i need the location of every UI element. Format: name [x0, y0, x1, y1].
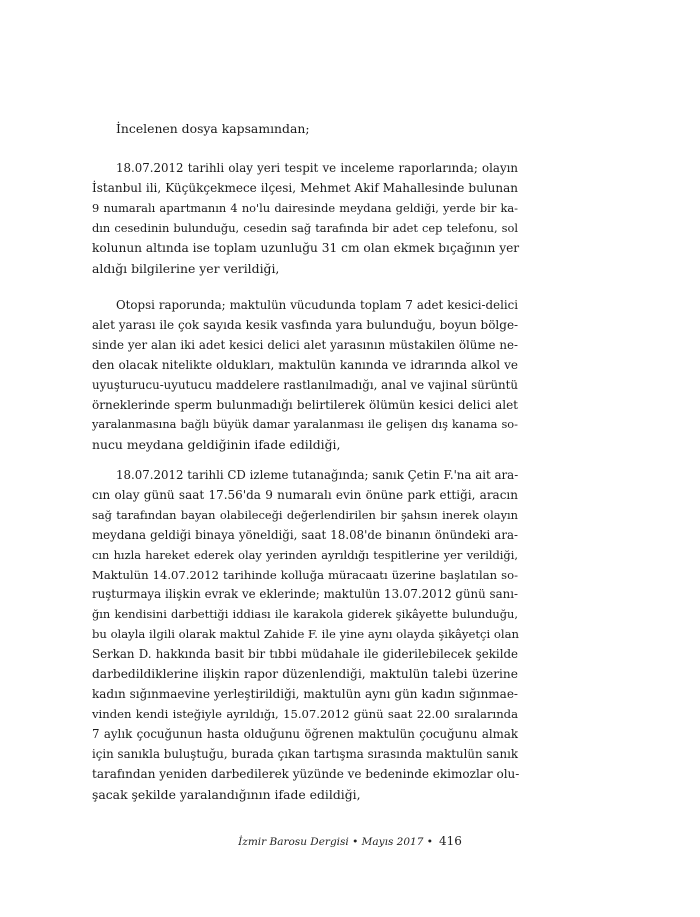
- paragraph-line: kolunun altında ise toplam uzunluğu 31 cm olan ekmek bıçağının yer: [92, 240, 520, 255]
- paragraph-line: ğın kendisini darbettiği iddiası ile karakola giderek şikâyette bulunduğu,: [92, 607, 518, 622]
- paragraph-line: tarafından yeniden darbedilerek yüzünde ve bedeninde ekimozlar olu-: [92, 766, 520, 781]
- paragraph-autopsy-report: [92, 296, 518, 455]
- paragraph-line: 7 aylık çocuğunun hasta olduğunu öğrenen maktulün çocuğunu almak: [92, 726, 518, 741]
- paragraph-line: ruşturmaya ilişkin evrak ve eklerinde; maktulün 13.07.2012 günü sanı-: [92, 587, 518, 602]
- paragraph-line: cın hızla hareket ederek olay yerinden ayrıldığı tespitlerine yer verildiği,: [92, 547, 518, 562]
- paragraph-line: için sanıkla buluştuğu, burada çıkan tartışma sırasında maktulün sanık: [92, 746, 518, 761]
- paragraph-line: darbedildiklerine ilişkin rapor düzenlendiği, maktulün talebi üzerine: [92, 667, 518, 682]
- paragraph-line: örneklerinde sperm bulunmadığı belirtilerek ölümün kesici delici alet: [92, 397, 518, 412]
- paragraph-line: Maktulün 14.07.2012 tarihinde kolluğa müracaatı üzerine başlatılan so-: [92, 567, 518, 582]
- page-footer: [0, 834, 700, 848]
- paragraph-line: kadın sığınmaevine yerleştirildiği, maktulün aynı gün kadın sığınmae-: [92, 686, 518, 701]
- paragraph-line: şacak şekilde yaralandığının ifade edildiği,: [92, 786, 361, 802]
- paragraph-line: vinden kendi isteğiyle ayrıldığı, 15.07.2012 günü saat 22.00 sıralarında: [92, 706, 518, 721]
- paragraph-line: cın olay günü saat 17.56'da 9 numaralı evin önüne park ettiği, aracın: [92, 487, 518, 502]
- paragraph-intro: [92, 119, 518, 139]
- paragraph-scene-report: [92, 159, 518, 278]
- paragraph-cd-report: [92, 466, 518, 804]
- paragraph-line: İncelenen dosya kapsamından;: [116, 121, 310, 136]
- paragraph-line: nucu meydana geldiğinin ifade edildiği,: [92, 437, 341, 453]
- paragraph-line: 18.07.2012 tarihli olay yeri tespit ve inceleme raporlarında; olayın: [116, 161, 518, 175]
- paragraph-line: dın cesedinin bulunduğu, cesedin sağ tarafında bir adet cep telefonu, sol: [92, 220, 518, 235]
- paragraph-line: Otopsi raporunda; maktulün vücudunda toplam 7 adet kesici-delici: [116, 298, 518, 312]
- paragraph-line: 18.07.2012 tarihli CD izleme tutanağında; sanık Çetin F.'na ait ara-: [116, 468, 519, 482]
- paragraph-line: bu olayla ilgili olarak maktul Zahide F. ile yine aynı olayda şikâyetçi olan: [92, 627, 519, 642]
- paragraph-line: yaralanmasına bağlı büyük damar yaralanması ile gelişen dış kanama so-: [92, 417, 518, 432]
- journal-name: İzmir Barosu Dergisi • Mayıs 2017 •: [238, 836, 433, 848]
- paragraph-line: sinde yer alan iki adet kesici delici alet yarasının müstakilen ölüme ne-: [92, 337, 518, 352]
- paragraph-line: aldığı bilgilerine yer verildiği,: [92, 260, 280, 276]
- paragraph-line: Serkan D. hakkında basit bir tıbbi müdahale ile giderilebilecek şekilde: [92, 647, 518, 662]
- page-number: 416: [438, 834, 462, 848]
- paragraph-line: sağ tarafından bayan olabileceği değerlendirilen bir şahsın inerek olayın: [92, 507, 518, 522]
- paragraph-line: uyuşturucu-uyutucu maddelere rastlanılmadığı, anal ve vajinal sürüntü: [92, 377, 518, 392]
- paragraph-line: meydana geldiği binaya yöneldiği, saat 18.08'de binanın önündeki ara-: [92, 527, 518, 542]
- paragraph-line: alet yarası ile çok sayıda kesik vasfında yara bulunduğu, boyun bölge-: [92, 317, 519, 332]
- paragraph-line: den olacak nitelikte oldukları, maktulün kanında ve idrarında alkol ve: [92, 357, 518, 372]
- paragraph-line: İstanbul ili, Küçükçekmece ilçesi, Mehmet Akif Mahallesinde bulunan: [92, 180, 518, 195]
- paragraph-line: 9 numaralı apartmanın 4 no'lu dairesinde meydana geldiği, yerde bir ka-: [92, 200, 518, 215]
